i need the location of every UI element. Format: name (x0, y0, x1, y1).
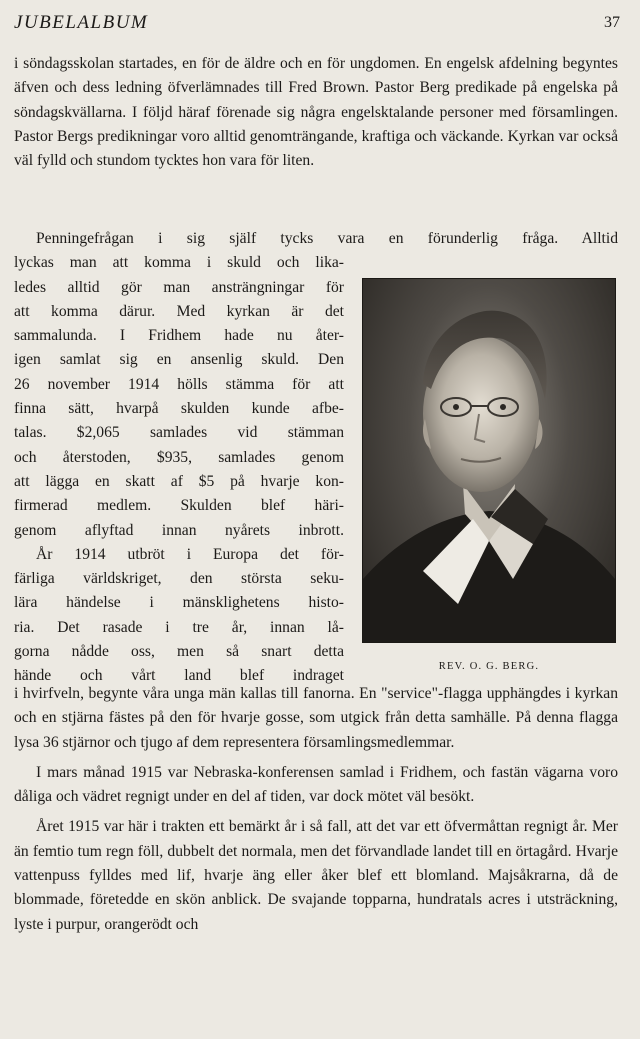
column-line: sammalunda. I Fridhem hade nu åter- (14, 327, 344, 345)
portrait-illustration (363, 279, 615, 642)
portrait-photo (362, 278, 616, 643)
column-line: att lägga en skatt af $5 på hvarje kon- (14, 472, 344, 490)
paragraph: I mars månad 1915 var Nebraska-konferensen samlad i Fridhem, och fastän vägarna voro dåliga och vädret regnigt under en del af tiden, var dock mötet väl besökt. (14, 763, 618, 806)
paragraph: Året 1915 var här i trakten ett bemärkt år i så fall, att det var ett öfvermåttan regnigt år. Mer än femtio tum regn föll, dubbelt det normala, men det förvandlade landet till en örtagård. Hvarje vattenpuss fylldes med lif, hvarje äng eller åker blef ett blomland. Majsåkrarna, då de blommade, företedde en skön anblick. De svajande topparna, hundratals acres i utsträckning, lyste i purpur, orangerödt och (14, 818, 618, 933)
column-line: igen samlat sig en ansenlig skuld. Den (14, 351, 344, 369)
column-line: färliga världskriget, den största seku- (14, 570, 344, 588)
column-line: talas. $2,065 samlades vid stämman (14, 424, 344, 442)
running-title: JUBELALBUM (14, 12, 149, 33)
column-line: och återstoden, $935, samlades genom (14, 448, 344, 466)
column-line: gorna nådde oss, men så snart detta (14, 643, 344, 661)
paragraph: i hvirfveln, begynte våra unga män kallas till fanorna. En "service"-flagga upphängdes i kyrkan och en stjärna fästes på den för hvarje gosse, som utgick från detta samhälle. På denna flagga lysa 36 stjärnor och tjugo af dem representera församlingsmedlemmar. (14, 685, 618, 751)
column-line: lära händelse i mänsklighetens histo- (14, 594, 344, 612)
bottom-text-block (14, 682, 618, 937)
page-number: 37 (604, 14, 620, 31)
column-line: 26 november 1914 hölls stämma för att (14, 375, 344, 393)
column-line: genom aflyftad innan nyårets inbrott. (14, 521, 344, 539)
column-line: ria. Det rasade i tre år, innan lå- (14, 618, 344, 636)
portrait-caption: REV. O. G. BERG. (438, 661, 540, 672)
page-header (14, 12, 626, 38)
column-line: År 1914 utbröt i Europa det för- (36, 545, 344, 563)
column-line: hände och vårt land blef indraget (14, 667, 344, 685)
portrait-figure (362, 278, 616, 672)
top-text-block (14, 52, 618, 173)
top-paragraph: i söndagsskolan startades, en för de äldre och en för ungdomen. En engelsk afdelning begyntes äfven och dess ledning öfverlämnades till Fred Brown. Pastor Berg predikade på engelska på söndagskvällarna. I följd häraf förenade sig några engelsktalande personer med församlingen. Pastor Bergs predikningar voro alltid genomträngande, kraftiga och väckande. Kyrkan var också väl fylld och stundom tycktes hon vara för liten. (14, 55, 618, 170)
column-line: ledes alltid gör man ansträngningar för (14, 278, 344, 296)
column-line: firmerad medlem. Skulden blef häri- (14, 497, 344, 515)
column-line: lyckas man att komma i skuld och lika- (14, 254, 344, 272)
column-line: Penningefrågan i sig själf tycks vara en förunderlig fråga. Alltid (36, 230, 618, 247)
column-line: att komma därur. Med kyrkan är det (14, 302, 344, 320)
column-line: finna sätt, hvarpå skulden kunde afbe- (14, 400, 344, 418)
